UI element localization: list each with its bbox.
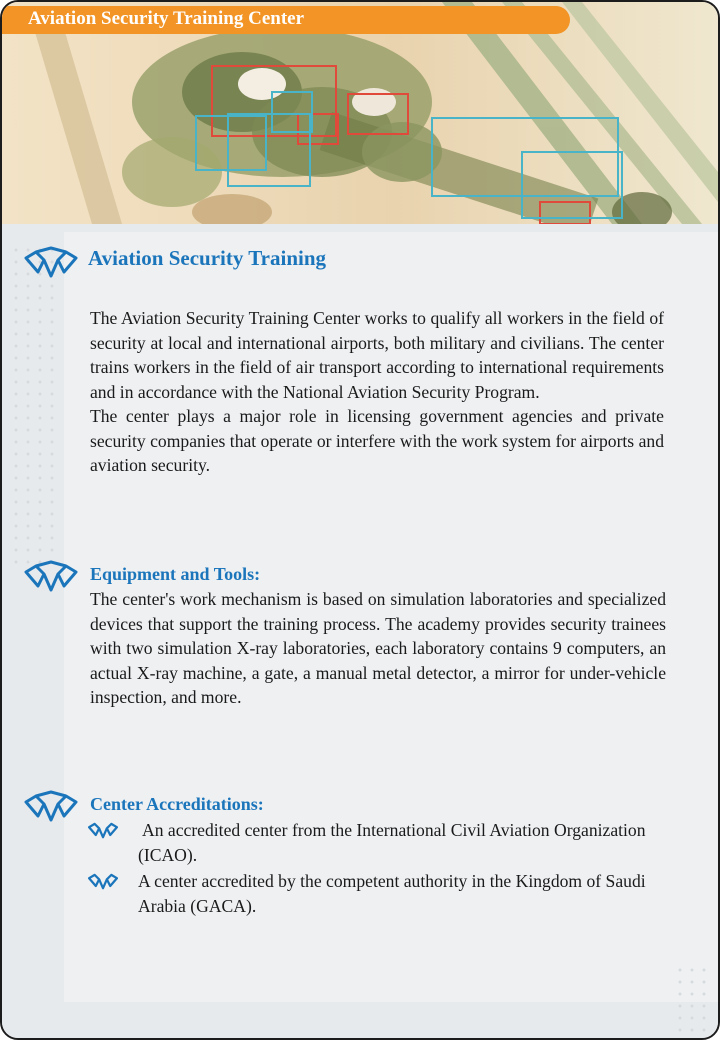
wing-bullet-icon (88, 820, 118, 840)
section-heading-training: Aviation Security Training (88, 246, 327, 270)
training-paragraph-1: The Aviation Security Training Center works to qualify all workers in the field of security at local and international airports, both military and civilians. The center trains workers in the field of air transport according to international requirements and in accordance with the National Aviation Security Program. (90, 308, 664, 402)
page-title: Aviation Security Training Center (28, 8, 305, 29)
dot-pattern-left (10, 244, 60, 564)
training-paragraph-2: The center plays a major role in licensing government agencies and private security companies that operate or interfere with the work system for airports and aviation security. (90, 406, 664, 475)
wing-logo-icon (24, 560, 78, 594)
wing-logo-icon (24, 246, 78, 280)
xray-header-image (2, 2, 718, 224)
training-description (90, 306, 664, 478)
dot-pattern-right (674, 964, 714, 1034)
content-area (2, 224, 718, 1038)
equipment-paragraph: The center's work mechanism is based on simulation laboratories and specialized devices that support the training process. The academy provides security trainees with two simulation X-ray laboratories, each laboratory contains 9 computers, an actual X-ray machine, a gate, a manual metal detector, a mirror for under-vehicle inspection, and more. (90, 589, 666, 707)
wing-logo-icon (24, 790, 78, 824)
wing-bullet-icon (88, 871, 118, 891)
header-title-bar (2, 6, 570, 34)
accreditation-item-gaca: A center accredited by the competent authority in the Kingdom of Saudi Arabia (GACA). (138, 871, 646, 916)
xray-scan-graphic (2, 2, 718, 224)
accreditation-item-icao: An accredited center from the International Civil Aviation Organization (ICAO). (138, 820, 646, 865)
section-heading-equipment: Equipment and Tools: (90, 564, 261, 584)
section-heading-accreditations: Center Accreditations: (90, 794, 264, 814)
